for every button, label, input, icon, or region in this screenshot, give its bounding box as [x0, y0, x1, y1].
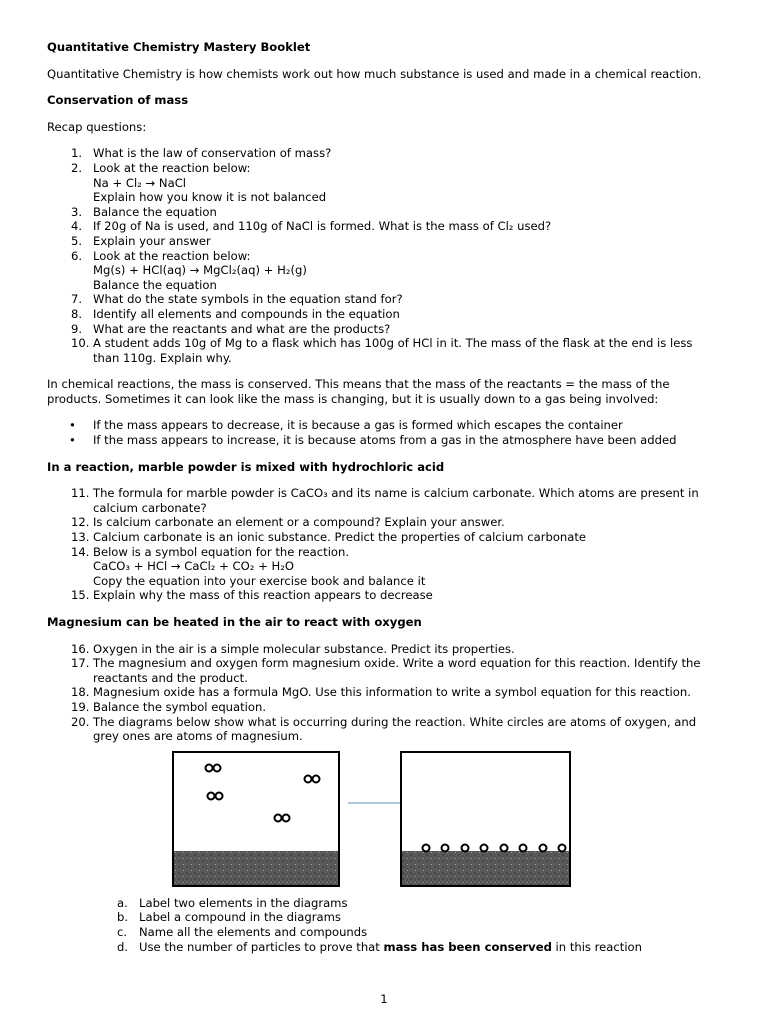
subquestion-item: d. Use the number of particles to prove that mass has been conserved in this reaction	[117, 939, 642, 954]
question-number: 3.	[71, 204, 83, 219]
question-number: 12.	[71, 515, 90, 530]
question-list-1	[47, 146, 727, 365]
section-heading-conservation: Conservation of mass	[47, 93, 189, 108]
question-text: If 20g of Na is used, and 110g of NaCl is formed. What is the mass of Cl₂ used?	[93, 219, 552, 234]
question-item	[47, 249, 727, 293]
question-number: 2.	[71, 160, 83, 175]
question-item	[47, 700, 727, 715]
question-number: 9.	[71, 321, 83, 336]
intro-paragraph: Quantitative Chemistry is how chemists work out how much substance is used and made in a chemical reaction.	[47, 66, 702, 81]
question-number: 20.	[71, 714, 90, 729]
question-number: 1.	[71, 146, 83, 161]
question-number: 18.	[71, 685, 90, 700]
question-text: than 110g. Explain why.	[93, 350, 232, 365]
question-item	[47, 322, 727, 337]
document-page	[47, 40, 727, 954]
question-text: Look at the reaction below:	[93, 160, 251, 175]
question-item	[47, 336, 727, 365]
question-text: The formula for marble powder is CaCO₃ and its name is calcium carbonate. Which atoms are present in	[93, 486, 699, 501]
question-number: 16.	[71, 641, 90, 656]
question-number: 14.	[71, 544, 90, 559]
question-text: The magnesium and oxygen form magnesium oxide. Write a word equation for this reaction. Identify the	[93, 656, 701, 671]
question-text: Look at the reaction below:	[93, 248, 251, 263]
question-text: Calcium carbonate is an ionic substance. Predict the properties of calcium carbonate	[93, 530, 587, 545]
bullet-item: • If the mass appears to increase, it is because atoms from a gas in the atmosphere have been added	[47, 433, 727, 448]
question-text: Identify all elements and compounds in the equation	[93, 306, 400, 321]
paragraph-line: In chemical reactions, the mass is conserved. This means that the mass of the reactants = the mass of the	[47, 377, 670, 392]
section-heading-marble: In a reaction, marble powder is mixed with hydrochloric acid	[47, 459, 445, 474]
question-number: 10.	[71, 336, 90, 351]
question-text: What do the state symbols in the equation stand for?	[93, 292, 403, 307]
question-text: Copy the equation into your exercise book and balance it	[93, 573, 426, 588]
question-text: What are the reactants and what are the products?	[93, 321, 391, 336]
bullet-icon	[47, 433, 93, 448]
paragraph-line: products. Sometimes it can look like the mass is changing, but it is usually down to a gas being involved:	[47, 391, 659, 406]
question-number: 8.	[71, 306, 83, 321]
document-title: Quantitative Chemistry Mastery Booklet	[47, 40, 311, 54]
question-item	[47, 515, 727, 530]
question-text: Explain how you know it is not balanced	[93, 190, 327, 205]
question-text: Mg(s) + HCl(aq) → MgCl₂(aq) + H₂(g)	[93, 263, 307, 278]
question-item	[47, 307, 727, 322]
subquestion-item: a. Label two elements in the diagrams	[117, 895, 348, 910]
question-item	[47, 146, 727, 161]
reaction-diagram-svg	[47, 750, 727, 896]
question-list-2	[47, 486, 727, 603]
conservation-paragraph	[47, 377, 727, 406]
question-item	[47, 656, 727, 685]
diagram-subquestions	[47, 896, 727, 954]
question-text: Balance the equation	[93, 277, 217, 292]
question-number: 17.	[71, 656, 90, 671]
section-heading-magnesium: Magnesium can be heated in the air to react with oxygen	[47, 615, 422, 629]
question-text: grey ones are atoms of magnesium.	[93, 729, 303, 744]
question-text: What is the law of conservation of mass?	[93, 146, 332, 161]
question-item	[47, 530, 727, 545]
question-item	[47, 642, 727, 657]
question-number: 19.	[71, 699, 90, 714]
question-item	[47, 486, 727, 515]
subquestion-item: b. Label a compound in the diagrams	[117, 910, 341, 925]
question-text: The diagrams below show what is occurring during the reaction. White circles are atoms of oxygen, and	[93, 714, 697, 729]
bullet-list	[47, 418, 727, 447]
question-text: Magnesium oxide has a formula MgO. Use this information to write a symbol equation for this reaction.	[93, 685, 691, 700]
question-text: calcium carbonate?	[93, 500, 207, 515]
bullet-item: • If the mass appears to decrease, it is because a gas is formed which escapes the container	[47, 418, 727, 433]
question-number: 4.	[71, 219, 83, 234]
question-text: Balance the symbol equation.	[93, 699, 267, 714]
question-text: Na + Cl₂ → NaCl	[93, 175, 187, 190]
question-text: Balance the equation	[93, 204, 217, 219]
question-item	[47, 545, 727, 589]
question-number: 15.	[71, 588, 90, 603]
reaction-diagram	[47, 750, 727, 896]
page-number: 1	[380, 992, 388, 1006]
question-number: 5.	[71, 233, 83, 248]
subquestion-item: c. Name all the elements and compounds	[117, 924, 368, 939]
question-text: Is calcium carbonate an element or a compound? Explain your answer.	[93, 515, 505, 530]
question-text: reactants and the product.	[93, 670, 248, 685]
question-item	[47, 685, 727, 700]
question-text: Explain why the mass of this reaction appears to decrease	[93, 588, 433, 603]
question-list-3	[47, 642, 727, 744]
question-text: A student adds 10g of Mg to a flask which has 100g of HCl in it. The mass of the flask at the end is less	[93, 336, 693, 351]
magnesium-oxide-after	[402, 851, 569, 885]
question-text: Below is a symbol equation for the reaction.	[93, 544, 350, 559]
question-item	[47, 205, 727, 220]
question-number: 7.	[71, 292, 83, 307]
question-item	[47, 234, 727, 249]
question-number: 11.	[71, 486, 90, 501]
question-number: 6.	[71, 248, 83, 263]
question-item	[47, 588, 727, 603]
question-number: 13.	[71, 530, 90, 545]
question-item	[47, 219, 727, 234]
question-text: Oxygen in the air is a simple molecular substance. Predict its properties.	[93, 641, 515, 656]
recap-label: Recap questions:	[47, 119, 147, 134]
question-item	[47, 161, 727, 205]
question-item	[47, 715, 727, 744]
question-text: Explain your answer	[93, 233, 211, 248]
question-item	[47, 292, 727, 307]
magnesium-solid-before	[174, 851, 338, 885]
bullet-icon	[47, 418, 93, 433]
question-text: CaCO₃ + HCl → CaCl₂ + CO₂ + H₂O	[93, 559, 294, 574]
